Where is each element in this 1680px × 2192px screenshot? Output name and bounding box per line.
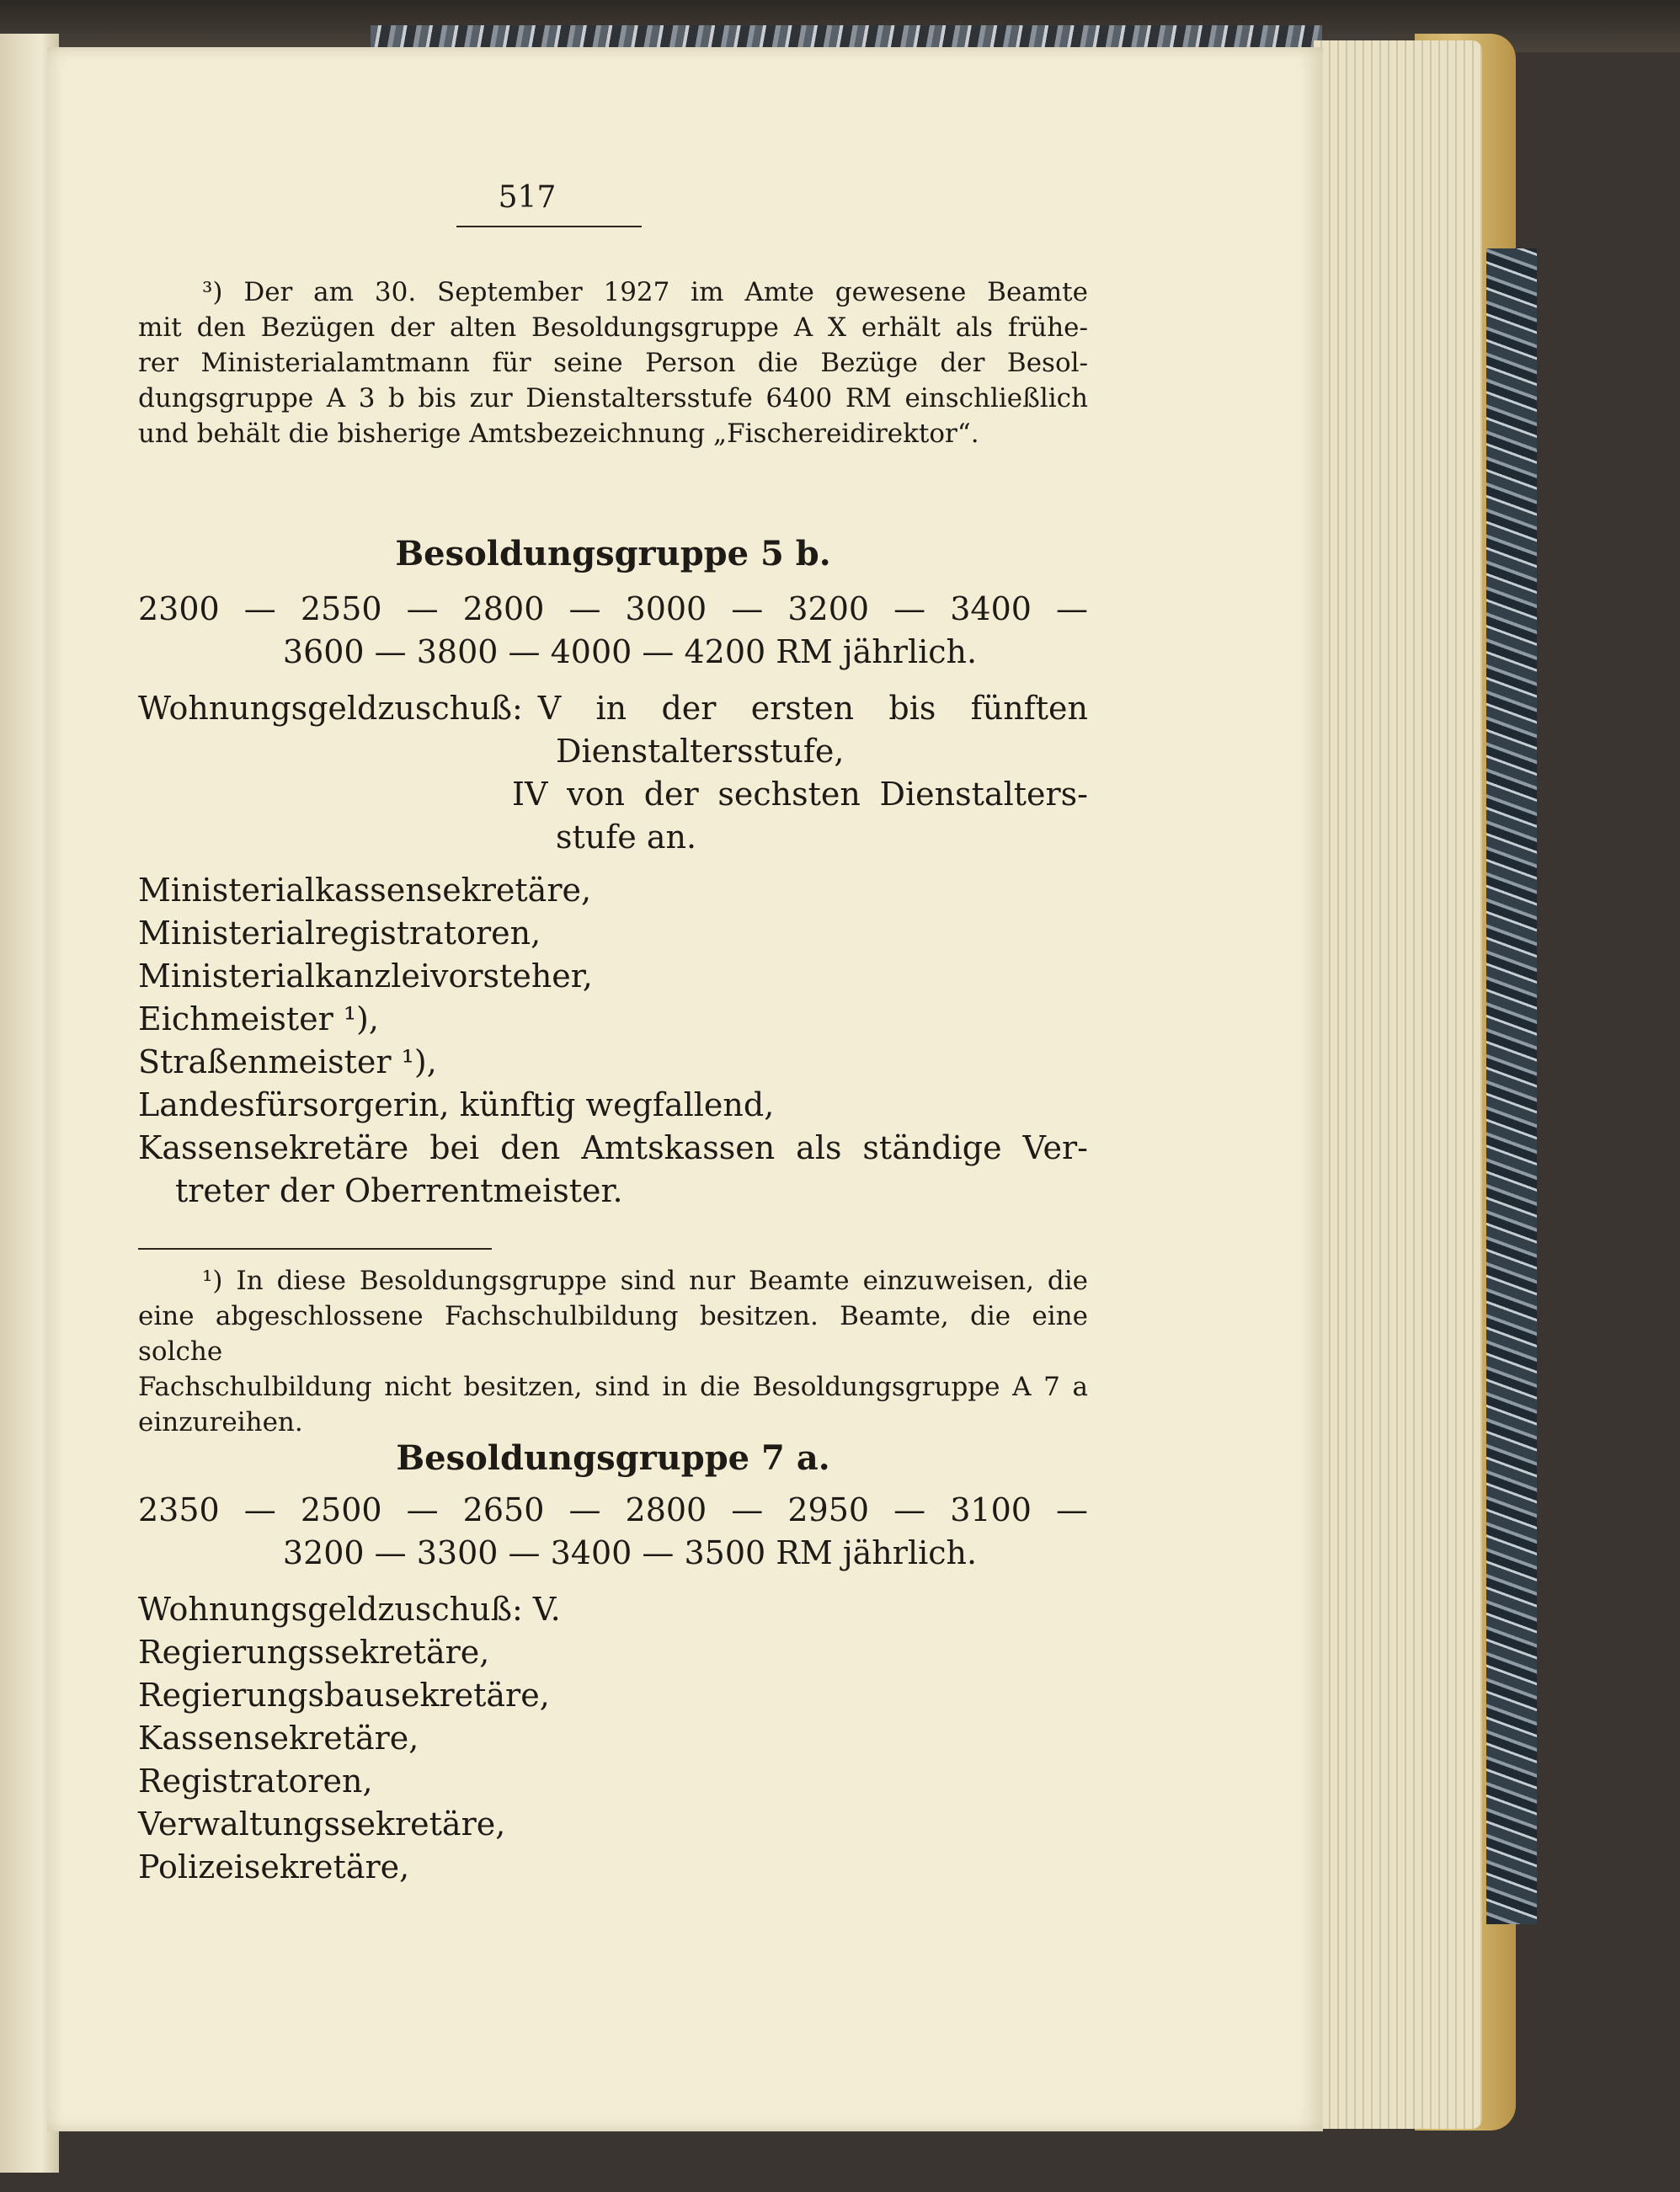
footnote-line: und behält die bisherige Amtsbezeichnung „Fischereidirektor“.: [138, 419, 979, 449]
salary-line: 2350 — 2500 — 2650 — 2800 — 2950 — 3100 —: [138, 1491, 1088, 1528]
footnote-line: ¹) In diese Besoldungsgruppe sind nur Beamte einzuweisen, die: [202, 1266, 1088, 1296]
salary-line: 3200 — 3300 — 3400 — 3500 RM jährlich.: [282, 1534, 978, 1571]
footnote-line: einzureihen.: [138, 1407, 303, 1437]
footnote-line: rer Ministerialamtmann für seine Person die Bezüge der Besol-: [138, 348, 1088, 378]
housing-allowance-5b: [138, 687, 1088, 859]
footnote-line: Fachschulbildung nicht besitzen, sind in die Besoldungsgruppe A 7 a: [138, 1372, 1088, 1402]
footnote-line: dungsgruppe A 3 b bis zur Dienstaltersstufe 6400 RM einschließlich: [138, 383, 1088, 413]
footnote-line: ³) Der am 30. September 1927 im Amte gewesene Beamte: [202, 277, 1088, 307]
list-item: treter der Oberrentmeister.: [175, 1172, 623, 1209]
salary-table-7a: [138, 1489, 1088, 1575]
position-list-5b: [138, 869, 1088, 1213]
footnote-top: [138, 275, 1088, 451]
housing-allowance-text: stufe an.: [556, 819, 697, 856]
page-number: 517: [498, 180, 557, 215]
housing-allowance-7a: Wohnungsgeldzuschuß: V.: [138, 1591, 561, 1628]
list-item: Regierungssekretäre,: [138, 1634, 490, 1671]
housing-allowance-label: Wohnungsgeldzuschuß:: [138, 690, 523, 727]
list-item: Regierungsbausekretäre,: [138, 1677, 550, 1714]
salary-table-5b: [138, 588, 1088, 674]
salary-line: 3600 — 3800 — 4000 — 4200 RM jährlich.: [282, 633, 978, 670]
salary-line: 2300 — 2550 — 2800 — 3000 — 3200 — 3400 —: [138, 590, 1088, 627]
list-item: Kassensekretäre bei den Amtskassen als ständige Ver-: [138, 1129, 1088, 1166]
list-item: Kassensekretäre,: [138, 1720, 419, 1757]
section-heading-7a: Besoldungsgruppe 7 a.: [396, 1438, 830, 1478]
page-number-rule: [456, 226, 642, 227]
book-page: [47, 47, 1323, 2131]
housing-allowance-text: V in der ersten bis fünften: [537, 690, 1088, 727]
footnote-line: mit den Bezügen der alten Besoldungsgruppe A X erhält als frühe-: [138, 312, 1088, 343]
list-item: Landesfürsorgerin, künftig wegfallend,: [138, 1086, 775, 1123]
list-item: Eichmeister ¹),: [138, 1000, 379, 1037]
list-item: Ministerialkassensekretäre,: [138, 872, 592, 909]
position-list-7a: [138, 1588, 1088, 1889]
section-heading-5b: Besoldungsgruppe 5 b.: [395, 534, 831, 573]
list-item: Ministerialkanzleivorsteher,: [138, 957, 593, 995]
list-item: Straßenmeister ¹),: [138, 1043, 437, 1080]
marbled-cover-side: [1486, 248, 1537, 1924]
list-item: Registratoren,: [138, 1763, 373, 1800]
footnote-mid: [138, 1263, 1088, 1440]
footnote-separator: [138, 1248, 492, 1250]
footnote-line: eine abgeschlossene Fachschulbildung besitzen. Beamte, die eine solche: [138, 1301, 1088, 1367]
page-edge-stack: [1314, 40, 1482, 2129]
list-item: Polizeisekretäre,: [138, 1848, 410, 1885]
housing-allowance-text: IV von der sechsten Dienstalters-: [512, 776, 1088, 813]
list-item: Verwaltungssekretäre,: [138, 1805, 506, 1843]
housing-allowance-text: Dienstaltersstufe,: [556, 733, 845, 770]
list-item: Ministerialregistratoren,: [138, 915, 541, 952]
